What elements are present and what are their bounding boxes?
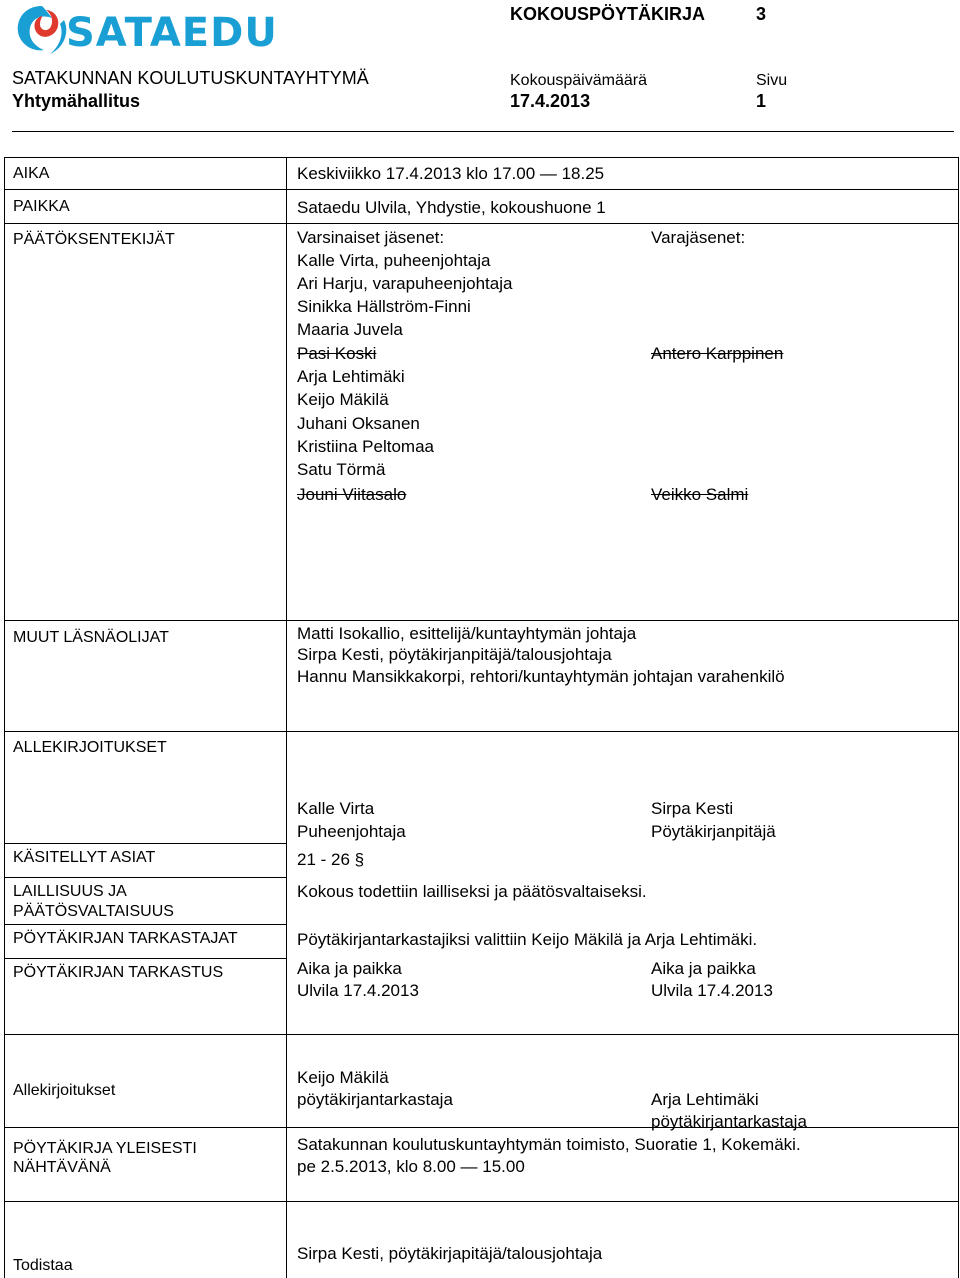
tarkastus-left-1: Aika ja paikka — [297, 959, 402, 978]
member-name: Keijo Mäkilä — [297, 390, 389, 409]
tarkastajat-label: PÖYTÄKIRJAN TARKASTAJAT — [13, 930, 238, 947]
checker1-name: Keijo Mäkilä — [297, 1068, 389, 1087]
member-name: Maaria Juvela — [297, 320, 403, 339]
laillisuus-label-1: LAILLISUUS JA — [13, 883, 127, 900]
meeting-date: 17.4.2013 — [510, 91, 591, 111]
page-number: 1 — [756, 91, 767, 111]
org-name: SATAKUNNAN KOULUTUSKUNTAYHTYMÄ — [12, 68, 369, 88]
tarkastus-left-2: Ulvila 17.4.2013 — [297, 981, 419, 1000]
minutes-table — [4, 157, 957, 1278]
tarkastus-label: PÖYTÄKIRJAN TARKASTUS — [13, 964, 224, 981]
signer1-name: Kalle Virta — [297, 799, 375, 818]
tarkastajat-value: Pöytäkirjantarkastajiksi valittiin Keijo Mäkilä ja Arja Lehtimäki. — [297, 930, 758, 949]
member-name-struck: Jouni Viitasalo — [297, 485, 407, 504]
todistaa-label: Todistaa — [13, 1257, 73, 1274]
deputies-header: Varajäsenet: — [651, 228, 746, 247]
paatoksentekijat-label: PÄÄTÖKSENTEKIJÄT — [13, 231, 175, 248]
member-name: Arja Lehtimäki — [297, 367, 405, 386]
signer2-role: Pöytäkirjanpitäjä — [651, 822, 776, 841]
signer1-role: Puheenjohtaja — [297, 822, 406, 841]
doc-type: KOKOUSPÖYTÄKIRJA — [510, 4, 706, 24]
deputy-name-struck: Antero Karppinen — [651, 344, 784, 363]
laillisuus-value: Kokous todettiin lailliseksi ja päätösvaltaiseksi. — [297, 882, 647, 901]
signer2-name: Sirpa Kesti — [651, 799, 734, 818]
deputy-name-struck: Veikko Salmi — [651, 485, 749, 504]
header-divider — [12, 131, 954, 132]
nahtavana-line-2: pe 2.5.2013, klo 8.00 — 15.00 — [297, 1157, 525, 1176]
checker2-role: pöytäkirjantarkastaja — [651, 1112, 807, 1131]
member-name: Sinikka Hällström-Finni — [297, 297, 471, 316]
aika-value: Keskiviikko 17.4.2013 klo 17.00 — 18.25 — [297, 164, 605, 183]
attendee-line: Hannu Mansikkakorpi, rehtori/kuntayhtymän johtajan varahenkilö — [297, 667, 785, 686]
nahtavana-line-1: Satakunnan koulutuskuntayhtymän toimisto, Suoratie 1, Kokemäki. — [297, 1135, 801, 1154]
todistaa-value: Sirpa Kesti, pöytäkirjapitäjä/talousjohtaja — [297, 1244, 603, 1263]
checker1-role: pöytäkirjantarkastaja — [297, 1090, 453, 1109]
checker2-name: Arja Lehtimäki — [651, 1090, 759, 1109]
paikka-value: Sataedu Ulvila, Yhdystie, kokoushuone 1 — [297, 198, 606, 217]
allekirjoitukset2-label: Allekirjoitukset — [13, 1082, 116, 1099]
page-label: Sivu — [756, 72, 788, 89]
member-name: Kristiina Peltomaa — [297, 437, 435, 456]
attendee-line: Matti Isokallio, esittelijä/kuntayhtymän johtaja — [297, 624, 637, 643]
kasitellyt-label: KÄSITELLYT ASIAT — [13, 849, 156, 866]
doc-number: 3 — [756, 4, 767, 24]
member-name: Juhani Oksanen — [297, 414, 420, 433]
member-name: Satu Törmä — [297, 460, 386, 479]
tarkastus-right-2: Ulvila 17.4.2013 — [651, 981, 773, 1000]
allekirjoitukset-label: ALLEKIRJOITUKSET — [13, 739, 167, 756]
tarkastus-right-1: Aika ja paikka — [651, 959, 756, 978]
logo-text: SATAEDU — [66, 10, 278, 56]
body-name: Yhtymähallitus — [12, 91, 141, 111]
muut-label: MUUT LÄSNÄOLIJAT — [13, 629, 169, 646]
date-label: Kokouspäivämäärä — [510, 72, 647, 89]
kasitellyt-value: 21 - 26 § — [297, 850, 365, 869]
member-name-struck: Pasi Koski — [297, 344, 377, 363]
logo — [12, 2, 278, 62]
member-name: Ari Harju, varapuheenjohtaja — [297, 274, 513, 293]
aika-label: AIKA — [13, 165, 50, 182]
paikka-label: PAIKKA — [13, 198, 70, 215]
nahtavana-label-1: PÖYTÄKIRJA YLEISESTI — [13, 1140, 197, 1157]
laillisuus-label-2: PÄÄTÖSVALTAISUUS — [13, 903, 174, 920]
member-name: Kalle Virta, puheenjohtaja — [297, 251, 491, 270]
members-header: Varsinaiset jäsenet: — [297, 228, 445, 247]
attendee-line: Sirpa Kesti, pöytäkirjanpitäjä/talousjohtaja — [297, 645, 612, 664]
nahtavana-label-2: NÄHTÄVÄNÄ — [13, 1159, 111, 1176]
sataedu-swirl-icon — [12, 2, 72, 58]
